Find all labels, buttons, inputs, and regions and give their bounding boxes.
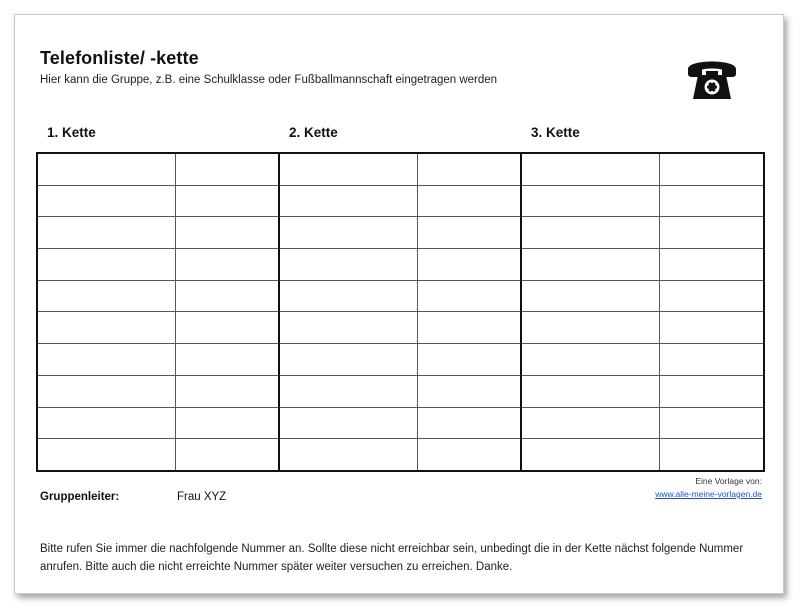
phone-chain-table — [36, 152, 765, 472]
table-row — [37, 217, 764, 249]
telephone-icon — [684, 55, 740, 101]
chain-1-heading: 1. Kette — [47, 125, 96, 140]
table-cell[interactable] — [417, 439, 521, 471]
chain-3-heading: 3. Kette — [531, 125, 580, 140]
table-cell[interactable] — [175, 439, 279, 471]
table-cell[interactable] — [37, 249, 175, 281]
table-cell[interactable] — [37, 280, 175, 312]
table-row — [37, 407, 764, 439]
table-cell[interactable] — [417, 344, 521, 376]
table-cell[interactable] — [659, 407, 764, 439]
table-cell[interactable] — [659, 344, 764, 376]
table-cell[interactable] — [279, 280, 417, 312]
table-cell[interactable] — [279, 153, 417, 185]
table-cell[interactable] — [521, 344, 659, 376]
table-cell[interactable] — [37, 407, 175, 439]
table-cell[interactable] — [175, 344, 279, 376]
table-cell[interactable] — [417, 153, 521, 185]
table-cell[interactable] — [37, 439, 175, 471]
table-row — [37, 280, 764, 312]
table-cell[interactable] — [175, 312, 279, 344]
instructions-text: Bitte rufen Sie immer die nachfolgende Nummer an. Sollte diese nicht erreichbar sein, unbedingt die in der Kette nächst folgende Nummer anrufen. Bitte auch die nicht erreichte Nummer später weiter versuchen zu erreichen. Danke. — [40, 543, 744, 573]
table-row — [37, 344, 764, 376]
group-leader-value: Frau XYZ — [177, 491, 227, 503]
table-row — [37, 249, 764, 281]
table-row — [37, 185, 764, 217]
table-cell[interactable] — [417, 249, 521, 281]
table-cell[interactable] — [279, 407, 417, 439]
table-cell[interactable] — [37, 217, 175, 249]
table-cell[interactable] — [417, 280, 521, 312]
table-cell[interactable] — [521, 407, 659, 439]
table-cell[interactable] — [279, 439, 417, 471]
table-cell[interactable] — [175, 280, 279, 312]
table-cell[interactable] — [417, 312, 521, 344]
table-cell[interactable] — [37, 185, 175, 217]
table-cell[interactable] — [279, 185, 417, 217]
table-row — [37, 312, 764, 344]
table-cell[interactable] — [521, 280, 659, 312]
table-cell[interactable] — [417, 217, 521, 249]
table-cell[interactable] — [175, 185, 279, 217]
credit-label: Eine Vorlage von: — [695, 476, 762, 486]
table-cell[interactable] — [659, 217, 764, 249]
table-cell[interactable] — [279, 375, 417, 407]
table-cell[interactable] — [659, 312, 764, 344]
table-cell[interactable] — [521, 185, 659, 217]
table-cell[interactable] — [659, 280, 764, 312]
table-cell[interactable] — [37, 312, 175, 344]
table-cell[interactable] — [279, 344, 417, 376]
table-cell[interactable] — [279, 249, 417, 281]
table-cell[interactable] — [417, 185, 521, 217]
chain-2-heading: 2. Kette — [289, 125, 338, 140]
table-row — [37, 153, 764, 185]
table-cell[interactable] — [659, 185, 764, 217]
table-cell[interactable] — [175, 249, 279, 281]
table-cell[interactable] — [521, 153, 659, 185]
table-cell[interactable] — [659, 153, 764, 185]
table-cell[interactable] — [417, 375, 521, 407]
table-cell[interactable] — [521, 439, 659, 471]
table-cell[interactable] — [37, 153, 175, 185]
table-cell[interactable] — [659, 249, 764, 281]
table-cell[interactable] — [37, 344, 175, 376]
table-cell[interactable] — [521, 312, 659, 344]
table-cell[interactable] — [37, 375, 175, 407]
table-cell[interactable] — [279, 217, 417, 249]
table-row — [37, 439, 764, 471]
table-cell[interactable] — [521, 217, 659, 249]
credit-link[interactable]: www.alle-meine-vorlagen.de — [655, 489, 762, 499]
table-cell[interactable] — [659, 439, 764, 471]
table-row — [37, 375, 764, 407]
page-subtitle: Hier kann die Gruppe, z.B. eine Schulklasse oder Fußballmannschaft eingetragen werden — [40, 74, 498, 86]
table-cell[interactable] — [659, 375, 764, 407]
table-cell[interactable] — [175, 407, 279, 439]
table-cell[interactable] — [175, 153, 279, 185]
page-title: Telefonliste/ -kette — [40, 48, 199, 68]
table-cell[interactable] — [175, 375, 279, 407]
table-cell[interactable] — [521, 249, 659, 281]
table-cell[interactable] — [175, 217, 279, 249]
group-leader-label: Gruppenleiter: — [40, 491, 120, 503]
table-cell[interactable] — [521, 375, 659, 407]
table-cell[interactable] — [279, 312, 417, 344]
table-cell[interactable] — [417, 407, 521, 439]
